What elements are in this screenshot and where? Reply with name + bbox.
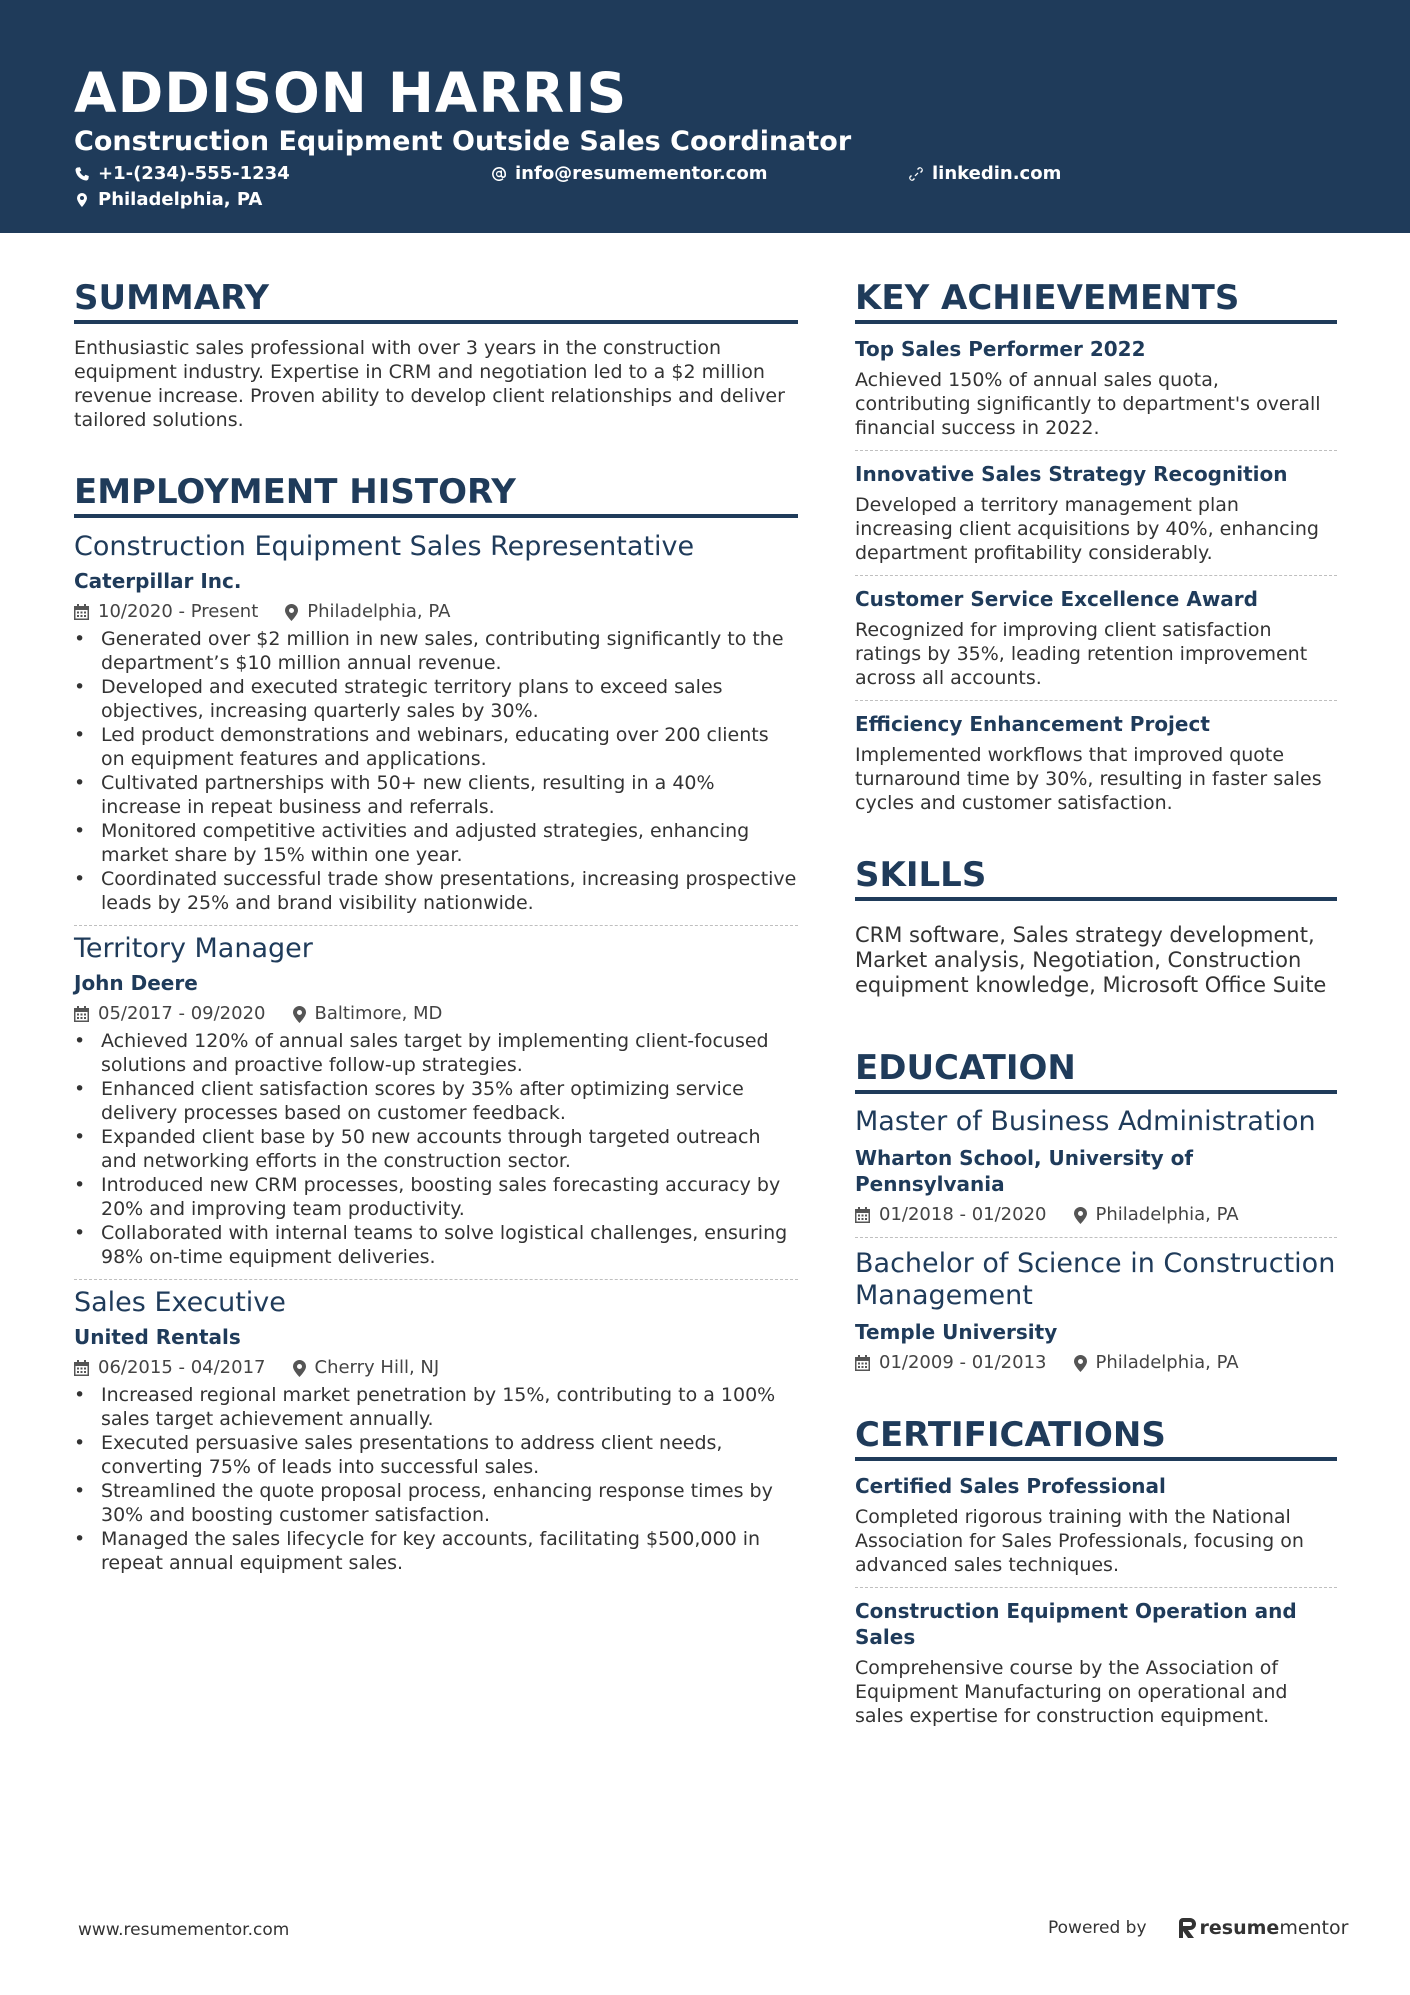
linkedin-text[interactable]: linkedin.com (932, 163, 1062, 184)
contact-linkedin[interactable] (908, 163, 1061, 185)
job-meta (74, 1002, 798, 1026)
list-item: • Collaborated with internal teams to solve logistical challenges, ensuring 98% on-time equipment deliveries. (74, 1221, 798, 1269)
calendar-icon (74, 1006, 89, 1022)
job-meta (74, 1356, 798, 1380)
email-text[interactable]: info@resumementor.com (515, 163, 768, 184)
education-dates: 01/2018 - 01/2020 (879, 1204, 1047, 1225)
job-company: United Rentals (74, 1325, 241, 1349)
divider (74, 1279, 798, 1280)
job-company: John Deere (74, 971, 198, 995)
job-location-text: Philadelphia, PA (307, 601, 451, 622)
education-item (855, 1106, 1337, 1227)
skills-section (855, 855, 1337, 998)
divider (855, 1587, 1337, 1588)
list-item: • Managed the sales lifecycle for key accounts, facilitating $500,000 in repeat annual equipment sales. (74, 1527, 798, 1575)
job-location-text: Baltimore, MD (314, 1003, 443, 1024)
summary-section (74, 278, 798, 432)
achievements-section (855, 278, 1337, 815)
education-location (1074, 1203, 1239, 1227)
summary-heading: SUMMARY (74, 278, 798, 324)
calendar-icon (74, 604, 89, 620)
certifications-section (855, 1415, 1337, 1728)
location-pin-icon (293, 1360, 306, 1377)
job-entry (74, 1286, 798, 1575)
summary-text: Enthusiastic sales professional with over 3 years in the construction equipment industry. Expertise in CRM and negotiation led to a $2 million revenue increase. Proven ability to develop client relationships and deliver tailored solutions. (74, 337, 785, 431)
job-title: Sales Executive (74, 1287, 286, 1318)
contact-email[interactable] (491, 163, 767, 185)
list-item: • Cultivated partnerships with 50+ new clients, resulting in a 40% increase in repeat business and referrals. (74, 771, 798, 819)
achievement-title: Innovative Sales Strategy Recognition (855, 462, 1288, 486)
phone-text: +1-(234)-555-1234 (98, 163, 290, 184)
footer-branding (1048, 1917, 1348, 1939)
job-meta (74, 600, 798, 624)
job-dates: 05/2017 - 09/2020 (98, 1003, 266, 1024)
certification-title: Certified Sales Professional (855, 1474, 1166, 1498)
skills-text: CRM software, Sales strategy development, Market analysis, Negotiation, Construction equipment knowledge, Microsoft Office Suite (855, 923, 1327, 997)
education-degree: Master of Business Administration (855, 1106, 1316, 1137)
list-item: • Executed persuasive sales presentations to address client needs, converting 75% of leads into successful sales. (74, 1431, 798, 1479)
job-title: Territory Manager (74, 933, 313, 964)
education-meta (855, 1203, 1337, 1227)
divider (855, 450, 1337, 451)
contact-location (74, 189, 262, 211)
achievement-item (855, 461, 1337, 565)
achievement-title: Customer Service Excellence Award (855, 587, 1258, 611)
location-pin-icon (74, 192, 90, 208)
achievement-title: Efficiency Enhancement Project (855, 712, 1210, 736)
job-bullets (74, 1029, 798, 1269)
achievement-item (855, 711, 1337, 815)
education-location-text: Philadelphia, PA (1095, 1204, 1239, 1225)
list-item: • Increased regional market penetration by 15%, contributing to a 100% sales target achievement annually. (74, 1383, 798, 1431)
list-item: • Monitored competitive activities and adjusted strategies, enhancing market share by 15% within one year. (74, 819, 798, 867)
education-item (855, 1248, 1337, 1375)
list-item: • Led product demonstrations and webinars, educating over 200 clients on equipment features and applications. (74, 723, 798, 771)
powered-by-text: Powered by (1048, 1918, 1147, 1938)
location-pin-icon (285, 604, 298, 621)
right-column (855, 278, 1337, 1728)
divider (855, 1237, 1337, 1238)
location-text: Philadelphia, PA (98, 189, 263, 210)
education-school: Temple University (855, 1320, 1058, 1344)
footer-website[interactable]: www.resumementor.com (78, 1920, 290, 1940)
education-meta (855, 1351, 1337, 1375)
job-entry (74, 530, 798, 915)
certification-desc: Comprehensive course by the Association of Equipment Manufacturing on operational and sales expertise for construction equipment. (855, 1657, 1288, 1727)
brand-bold-text: resume (1199, 1917, 1280, 1939)
employment-heading: EMPLOYMENT HISTORY (74, 472, 798, 518)
certifications-heading: CERTIFICATIONS (855, 1415, 1337, 1461)
candidate-title: Construction Equipment Outside Sales Coordinator (74, 126, 852, 157)
candidate-name: ADDISON HARRIS (74, 61, 628, 125)
list-item: • Developed and executed strategic territory plans to exceed sales objectives, increasing quarterly sales by 30%. (74, 675, 798, 723)
job-company: Caterpillar Inc. (74, 569, 242, 593)
skills-heading: SKILLS (855, 855, 1337, 901)
list-item: • Achieved 120% of annual sales target by implementing client-focused solutions and proactive follow-up strategies. (74, 1029, 798, 1077)
left-column (74, 278, 798, 1575)
certification-title: Construction Equipment Operation and Sales (855, 1599, 1297, 1649)
job-location (293, 1002, 443, 1026)
education-school: Wharton School, University of Pennsylvania (855, 1146, 1194, 1196)
resumementor-logo-icon (1179, 1918, 1196, 1938)
education-location-text: Philadelphia, PA (1095, 1352, 1239, 1373)
job-bullets (74, 627, 798, 915)
education-heading: EDUCATION (855, 1048, 1337, 1094)
education-degree: Bachelor of Science in Construction Management (855, 1248, 1336, 1311)
list-item: • Enhanced client satisfaction scores by 35% after optimizing service delivery processes based on customer feedback. (74, 1077, 798, 1125)
calendar-icon (855, 1207, 870, 1223)
achievements-heading: KEY ACHIEVEMENTS (855, 278, 1337, 324)
job-entry (74, 932, 798, 1269)
location-pin-icon (1074, 1207, 1087, 1224)
job-bullets (74, 1383, 798, 1575)
phone-icon (74, 166, 90, 182)
certification-desc: Completed rigorous training with the National Association for Sales Professionals, focusing on advanced sales techniques. (855, 1506, 1304, 1576)
achievement-desc: Implemented workflows that improved quote turnaround time by 30%, resulting in faster sales cycles and customer satisfaction. (855, 744, 1322, 814)
list-item: • Generated over $2 million in new sales, contributing significantly to the department’s $10 million annual revenue. (74, 627, 798, 675)
job-dates: 10/2020 - Present (98, 601, 259, 622)
calendar-icon (74, 1360, 89, 1376)
job-dates: 06/2015 - 04/2017 (98, 1357, 266, 1378)
job-location (293, 1356, 440, 1380)
divider (855, 575, 1337, 576)
education-section (855, 1048, 1337, 1375)
employment-section (74, 472, 798, 1575)
list-item: • Introduced new CRM processes, boosting sales forecasting accuracy by 20% and improving team productivity. (74, 1173, 798, 1221)
location-pin-icon (293, 1006, 306, 1023)
achievement-desc: Achieved 150% of annual sales quota, contributing significantly to department's overall financial success in 2022. (855, 369, 1321, 439)
achievement-desc: Recognized for improving client satisfaction ratings by 35%, leading retention improvement across all accounts. (855, 619, 1308, 689)
brand-light-text: mentor (1279, 1917, 1349, 1939)
contact-phone (74, 163, 290, 185)
achievement-item (855, 336, 1337, 440)
link-icon (908, 166, 924, 182)
divider (74, 925, 798, 926)
list-item: • Streamlined the quote proposal process, enhancing response times by 30% and boosting customer satisfaction. (74, 1479, 798, 1527)
list-item: • Coordinated successful trade show presentations, increasing prospective leads by 25% and brand visibility nationwide. (74, 867, 798, 915)
certification-item (855, 1598, 1337, 1728)
job-title: Construction Equipment Sales Representative (74, 531, 695, 562)
achievement-title: Top Sales Performer 2022 (855, 337, 1146, 361)
education-location (1074, 1351, 1239, 1375)
job-location (285, 600, 450, 624)
calendar-icon (855, 1355, 870, 1371)
brand-logo[interactable] (1179, 1917, 1349, 1939)
location-pin-icon (1074, 1355, 1087, 1372)
at-icon (491, 166, 507, 182)
education-dates: 01/2009 - 01/2013 (879, 1352, 1047, 1373)
list-item: • Expanded client base by 50 new accounts through targeted outreach and networking efforts in the construction sector. (74, 1125, 798, 1173)
divider (855, 700, 1337, 701)
achievement-desc: Developed a territory management plan increasing client acquisitions by 40%, enhancing department profitability considerably. (855, 494, 1319, 564)
achievement-item (855, 586, 1337, 690)
job-location-text: Cherry Hill, NJ (314, 1357, 440, 1378)
resume-header (0, 0, 1410, 233)
certification-item (855, 1473, 1337, 1577)
